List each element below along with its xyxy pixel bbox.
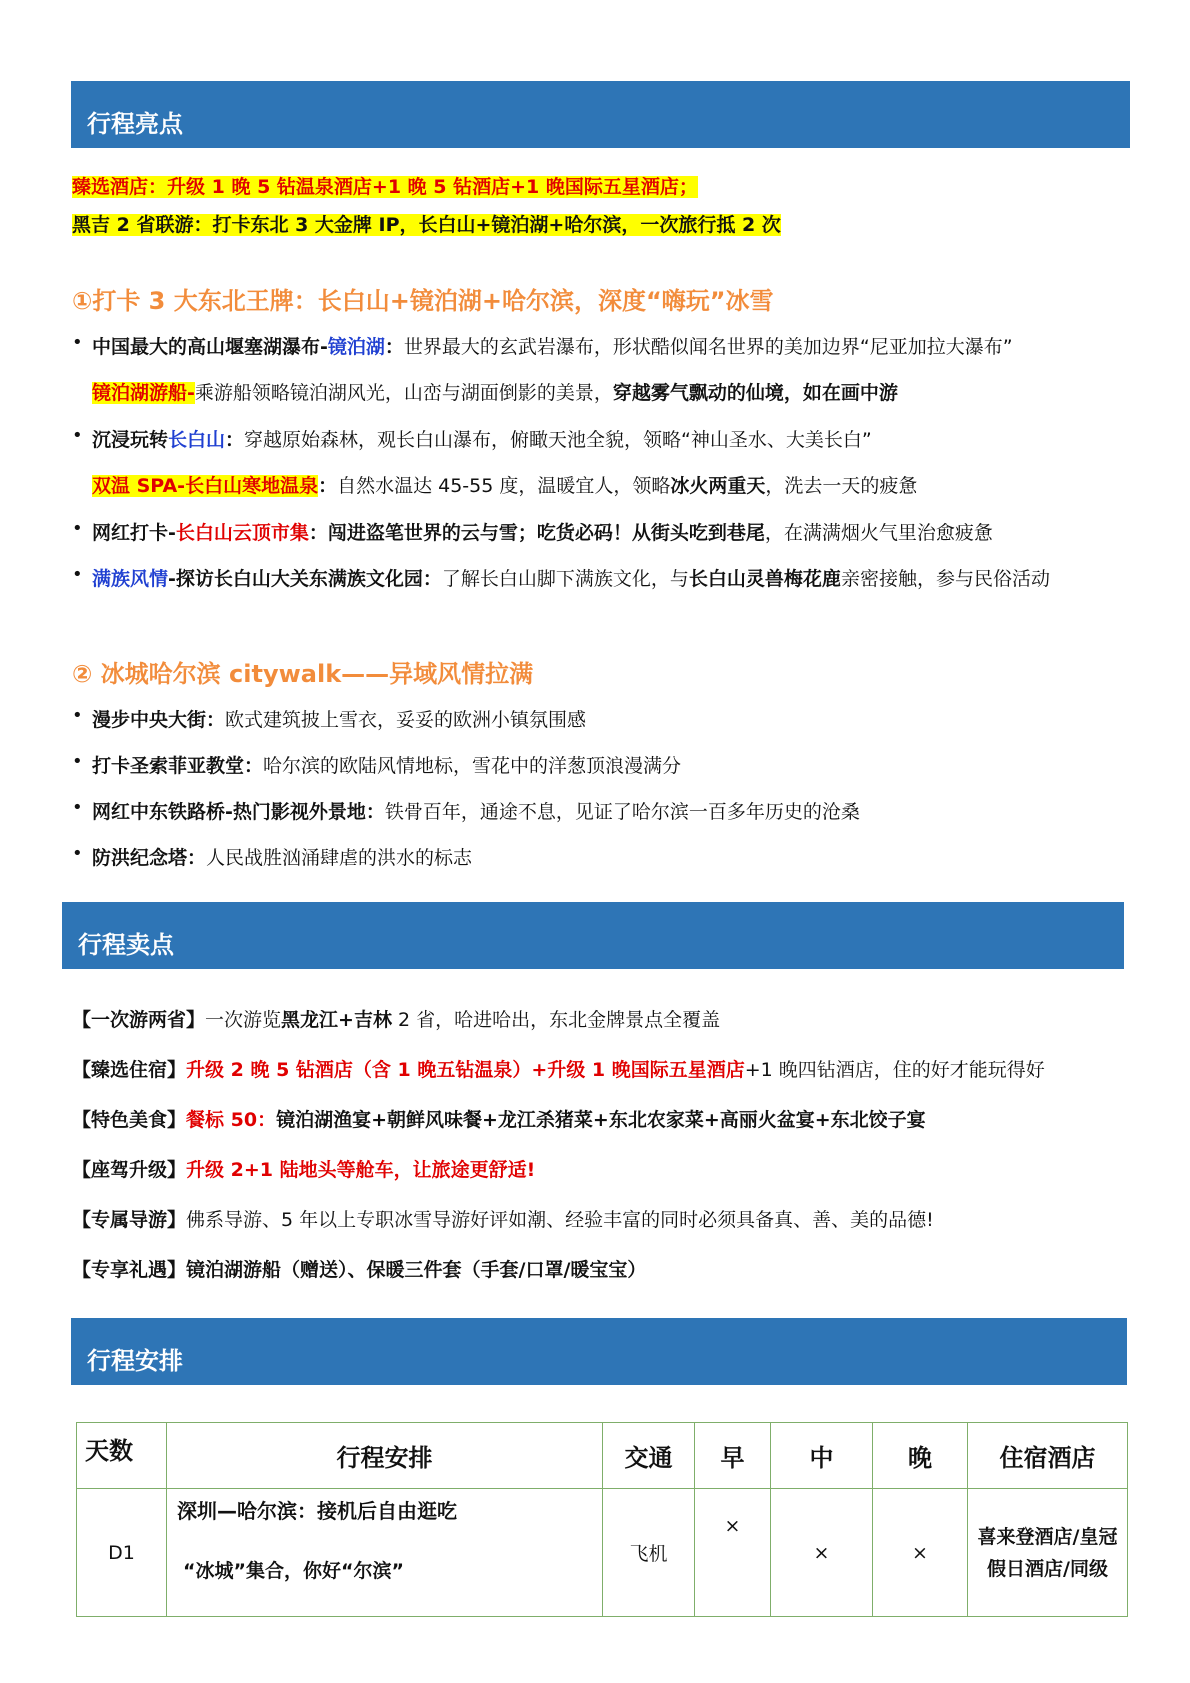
itinerary-table [76, 1422, 1128, 1617]
cell-day: D1 [77, 1489, 167, 1617]
section-title: 行程亮点 [87, 110, 183, 138]
selling-point: 【特色美食】餐标 50：镜泊湖渔宴+朝鲜风味餐+龙江杀猪菜+东北农家菜+高丽火盆宴+东北饺子宴 [72, 1109, 926, 1131]
cell-schedule [167, 1489, 603, 1617]
header-dinner: 晚 [873, 1423, 968, 1489]
cell-hotel [968, 1489, 1128, 1617]
header-hotel: 住宿酒店 [968, 1423, 1128, 1489]
section-header-highlights [71, 81, 1130, 148]
selling-point: 【臻选住宿】升级 2 晚 5 钻酒店（含 1 晚五钻温泉）+升级 1 晚国际五星酒店+1 晚四钻酒店，住的好才能玩得好 [72, 1059, 1045, 1081]
cell-breakfast: × [695, 1489, 771, 1617]
list-subline: 双温 SPA-长白山寒地温泉：自然水温达 45-55 度，温暖宜人，领略冰火两重天，洗去一天的疲惫 [92, 475, 918, 497]
selling-point: 【专享礼遇】镜泊湖游船（赠送）、保暖三件套（手套/口罩/暖宝宝） [72, 1259, 647, 1281]
cell-transport: 飞机 [603, 1489, 695, 1617]
header-breakfast: 早 [695, 1423, 771, 1489]
header-schedule: 行程安排 [167, 1423, 603, 1489]
selling-point: 【一次游两省】一次游览黑龙江+吉林 2 省，哈进哈出，东北金牌景点全覆盖 [72, 1009, 721, 1031]
subheading-2: ② 冰城哈尔滨 citywalk——异域风情拉满 [72, 660, 534, 688]
table-row [77, 1489, 1128, 1617]
cell-dinner: × [873, 1489, 968, 1617]
table-header-row [77, 1423, 1128, 1489]
section-title: 行程安排 [87, 1347, 183, 1375]
selling-point: 【专属导游】佛系导游、5 年以上专职冰雪导游好评如潮、经验丰富的同时必须具备真、善、美的品德! [72, 1209, 934, 1231]
header-transport: 交通 [603, 1423, 695, 1489]
list-subline: 镜泊湖游船-乘游船领略镜泊湖风光，山峦与湖面倒影的美景，穿越雾气飘动的仙境，如在画中游 [92, 382, 898, 404]
subheading-1: ①打卡 3 大东北王牌：长白山+镜泊湖+哈尔滨，深度“嗨玩”冰雪 [72, 287, 774, 315]
section-header-schedule [71, 1318, 1127, 1385]
highlight-line-hotel: 臻选酒店：升级 1 晚 5 钻温泉酒店+1 晚 5 钻酒店+1 晚国际五星酒店； [72, 176, 698, 198]
day-title: 深圳—哈尔滨：接机后自由逛吃 [177, 1499, 457, 1523]
day-desc: “冰城”集合，你好“尔滨” [183, 1560, 404, 1582]
hotel-line: 喜来登酒店/皇冠 [977, 1525, 1118, 1548]
highlight-line-provinces: 黑吉 2 省联游：打卡东北 3 大金牌 IP，长白山+镜泊湖+哈尔滨，一次旅行抵 2 次 [72, 214, 781, 236]
section-title: 行程卖点 [78, 931, 174, 959]
cell-lunch: × [771, 1489, 873, 1617]
selling-point: 【座驾升级】升级 2+1 陆地头等舱车，让旅途更舒适! [72, 1159, 536, 1181]
header-lunch: 中 [771, 1423, 873, 1489]
hotel-line: 假日酒店/同级 [987, 1557, 1108, 1580]
header-day: 天数 [77, 1423, 167, 1489]
section-header-selling [62, 902, 1124, 969]
